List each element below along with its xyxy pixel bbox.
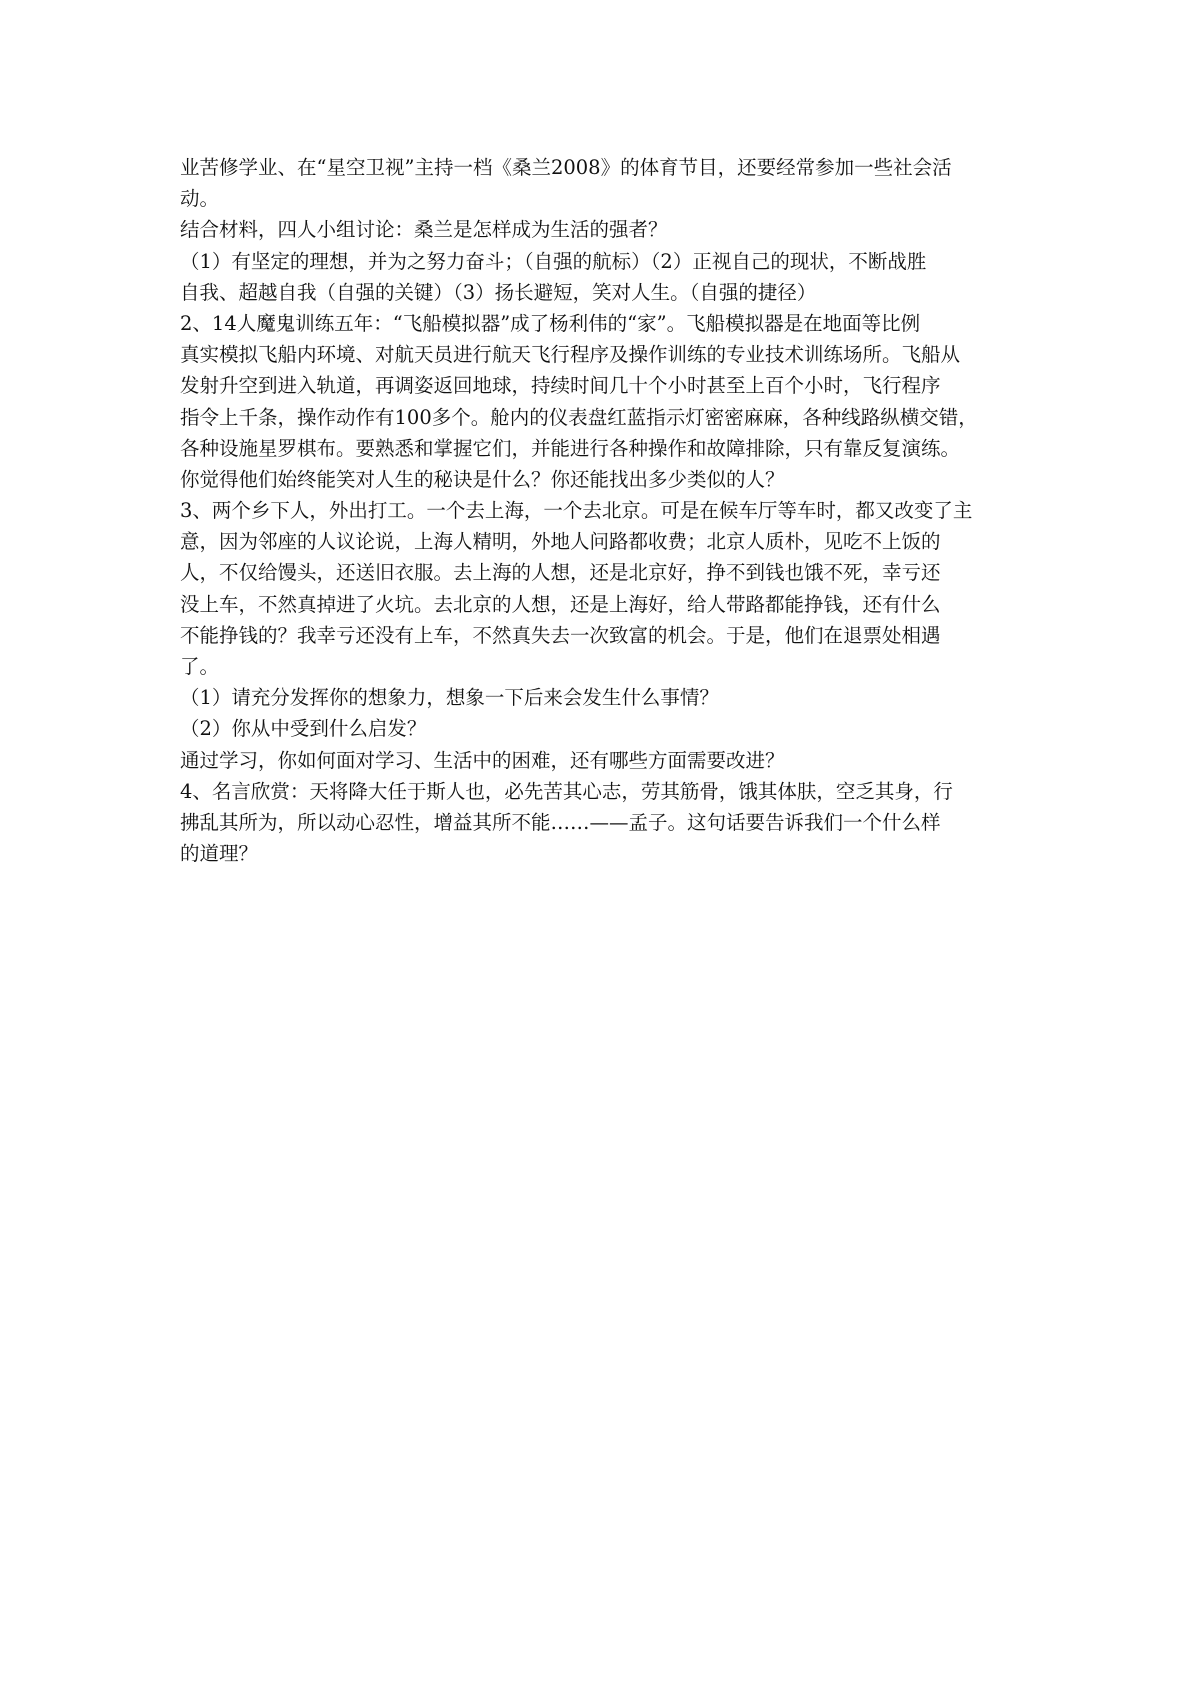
text-line: 了。 bbox=[180, 655, 220, 678]
text-line: 的道理？ bbox=[180, 842, 259, 866]
text-line: （2）你从中受到什么启发？ bbox=[180, 717, 427, 741]
text-line: 你觉得他们始终能笑对人生的秘诀是什么？你还能找出多少类似的人？ bbox=[180, 467, 785, 491]
text-line: 拂乱其所为，所以动心忍性，增益其所不能……——孟子。这句话要告诉我们一个什么样 bbox=[180, 810, 941, 834]
text-line: 各种设施星罗棋布。要熟悉和掌握它们，并能进行各种操作和故障排除，只有靠反复演练。 bbox=[180, 436, 961, 460]
text-line: （1）请充分发挥你的想象力，想象一下后来会发生什么事情？ bbox=[180, 686, 719, 710]
text-line: 人，不仅给馒头，还送旧衣服。去上海的人想，还是北京好，挣不到钱也饿不死，幸亏还 bbox=[180, 561, 941, 585]
text-line: 业苦修学业、在“星空卫视”主持一档《桑兰2008》的体育节目，还要经常参加一些社会活 bbox=[180, 156, 952, 179]
text-line: 真实模拟飞船内环境、对航天员进行航天飞行程序及操作训练的专业技术训练场所。飞船从 bbox=[180, 343, 961, 367]
document-page bbox=[180, 152, 1020, 869]
text-line: 4、名言欣赏：天将降大任于斯人也，必先苦其心志，劳其筋骨，饿其体肤，空乏其身，行 bbox=[180, 779, 953, 803]
text-line: 没上车，不然真掉进了火坑。去北京的人想，还是上海好，给人带路都能挣钱，还有什么 bbox=[180, 592, 941, 616]
text-line: 动。 bbox=[180, 187, 220, 211]
text-line: 自我、超越自我（自强的关键）（3）扬长避短，笑对人生。（自强的捷径） bbox=[180, 280, 817, 304]
text-line: 通过学习，你如何面对学习、生活中的困难，还有哪些方面需要改进？ bbox=[180, 748, 785, 772]
text-line: 指令上千条，操作动作有100多个。舱内的仪表盘红蓝指示灯密密麻麻，各种线路纵横交错， bbox=[180, 405, 978, 429]
text-line: 2、14人魔鬼训练五年：“飞船模拟器”成了杨利伟的“家”。飞船模拟器是在地面等比例 bbox=[180, 311, 921, 335]
text-line: 结合材料，四人小组讨论：桑兰是怎样成为生活的强者？ bbox=[180, 218, 668, 242]
text-line: 3、两个乡下人，外出打工。一个去上海，一个去北京。可是在候车厅等车时，都又改变了主 bbox=[180, 499, 973, 523]
text-line: 发射升空到进入轨道，再调姿返回地球，持续时间几十个小时甚至上百个小时，飞行程序 bbox=[180, 374, 941, 398]
text-line: 意，因为邻座的人议论说，上海人精明，外地人问路都收费；北京人质朴，见吃不上饭的 bbox=[180, 530, 941, 554]
text-line: 不能挣钱的？我幸亏还没有上车，不然真失去一次致富的机会。于是，他们在退票处相遇 bbox=[180, 623, 941, 647]
text-line: （1）有坚定的理想，并为之努力奋斗；（自强的航标）（2）正视自己的现状，不断战胜 bbox=[180, 249, 927, 273]
